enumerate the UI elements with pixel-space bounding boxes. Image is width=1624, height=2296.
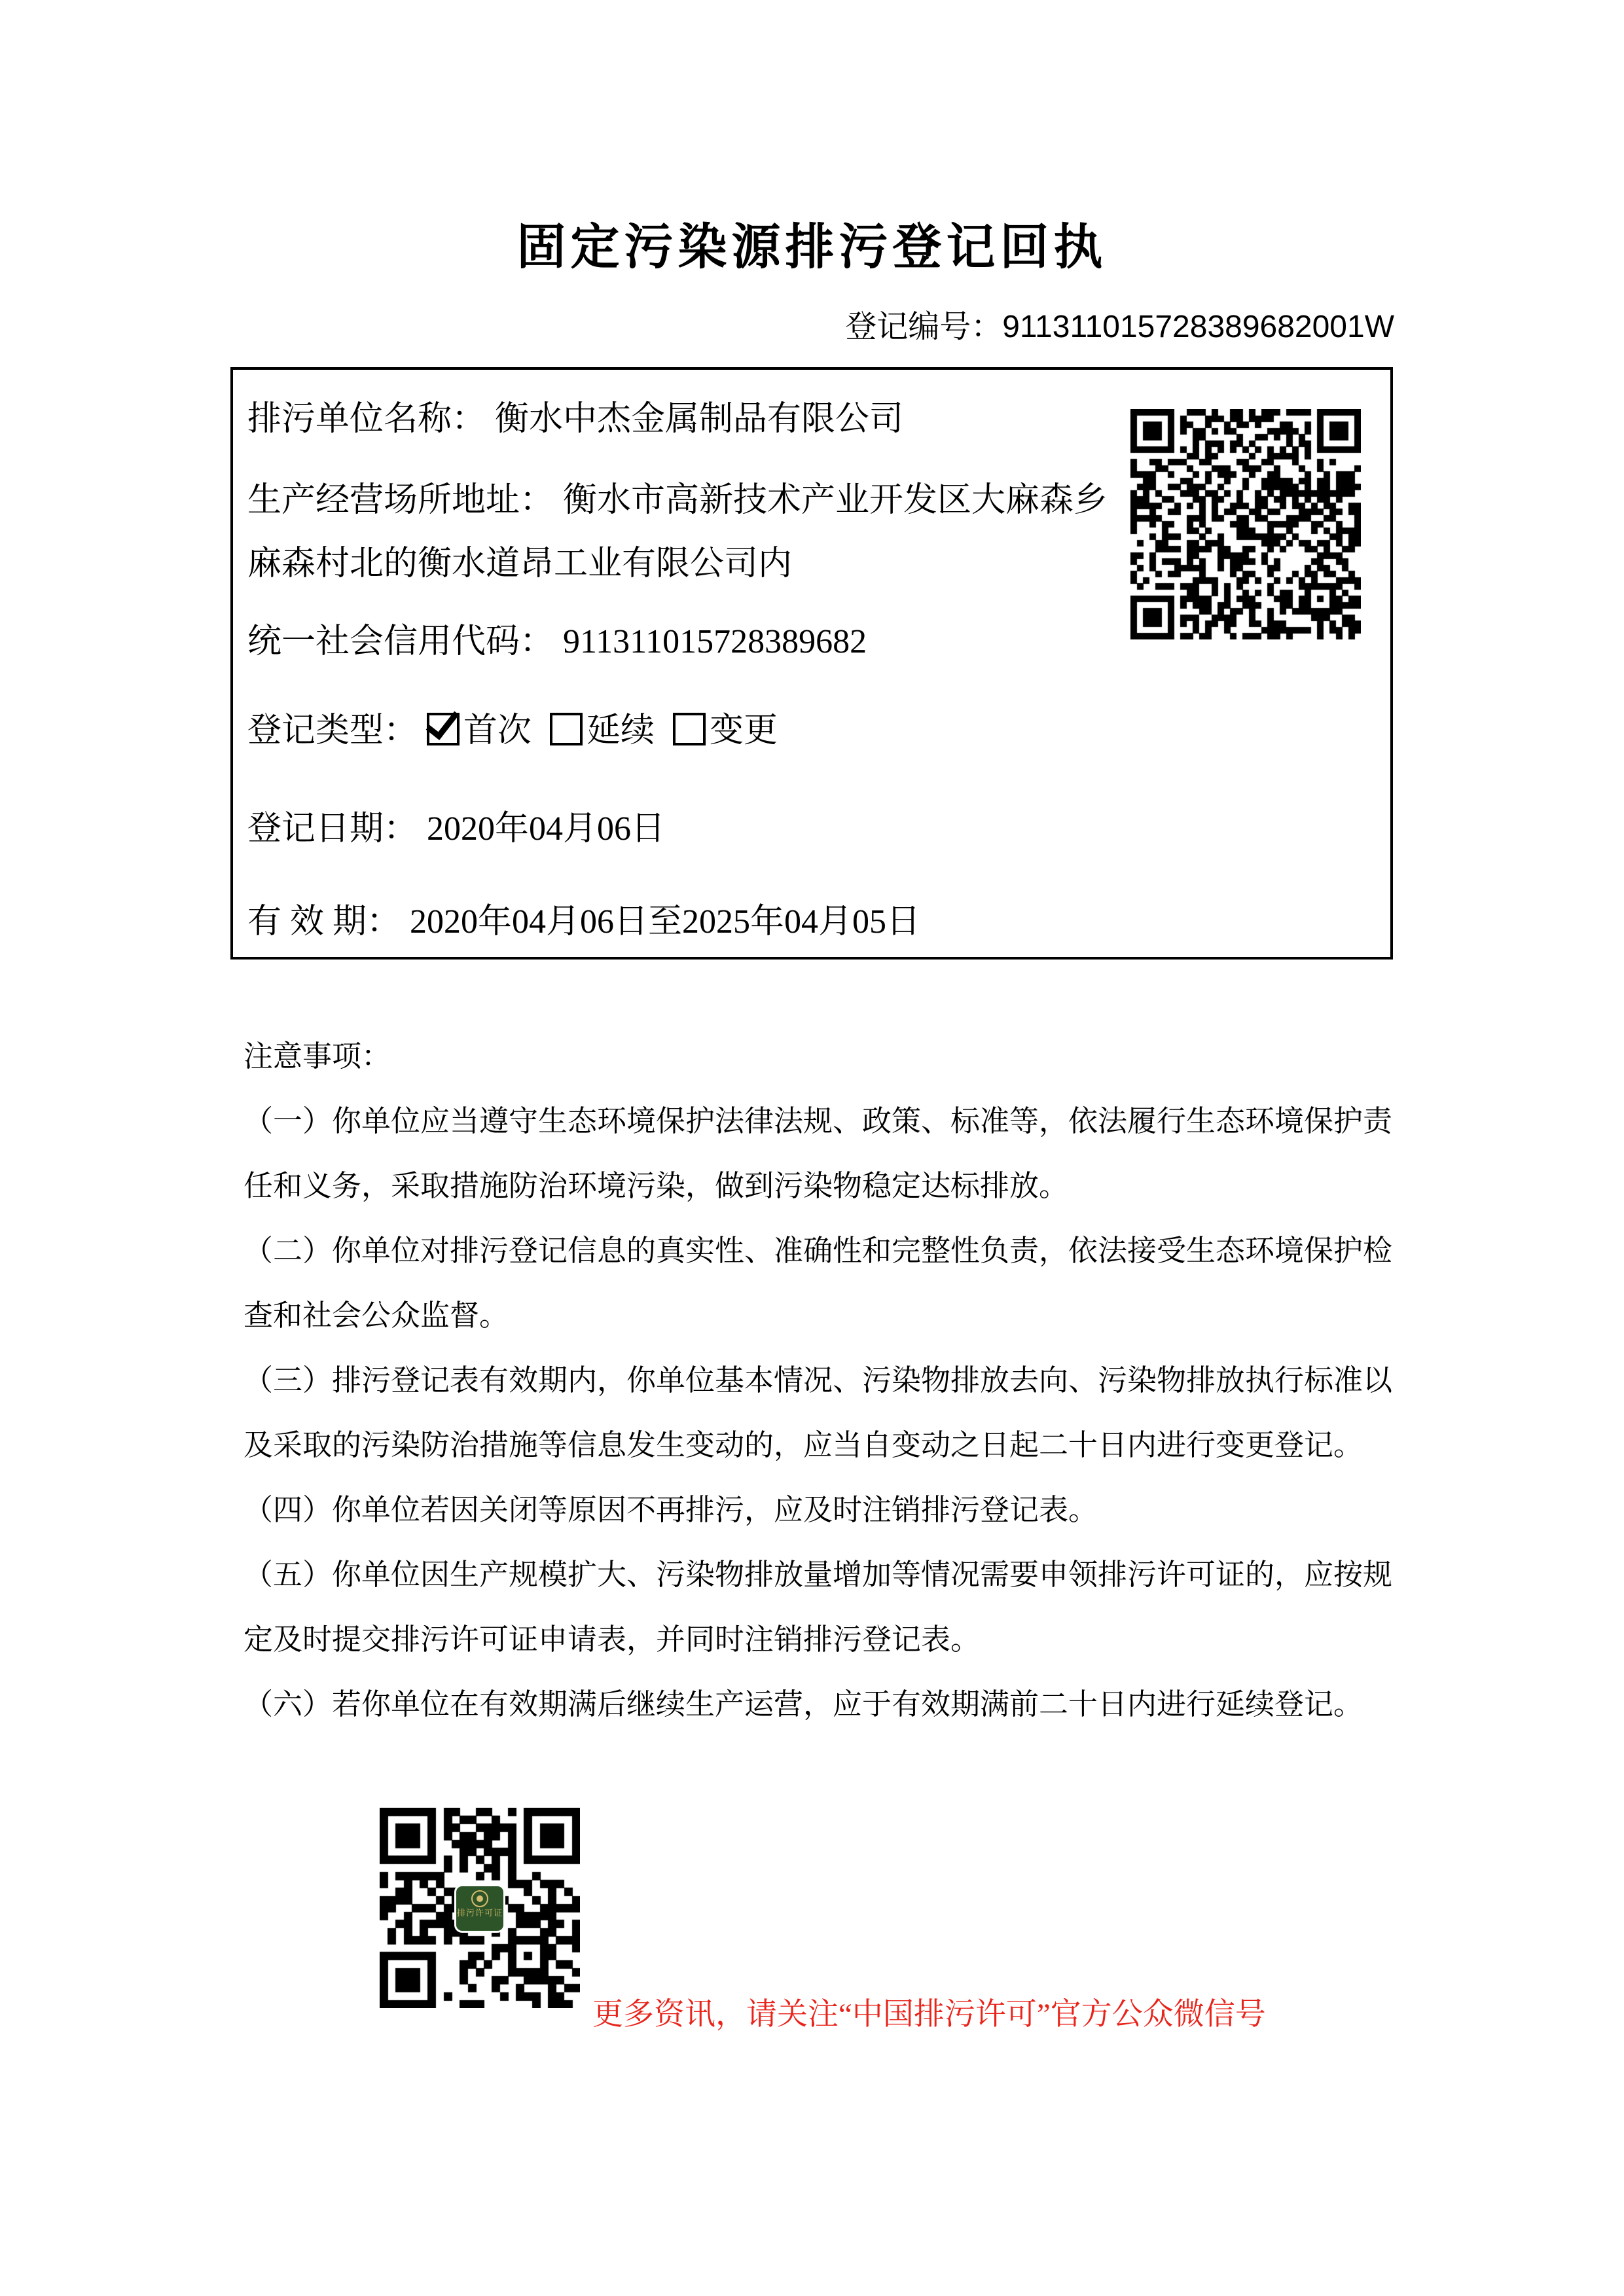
- unit-name-value: 衡水中杰金属制品有限公司: [495, 401, 904, 438]
- note-line: （三）排污登记表有效期内，你单位基本情况、污染物排放去向、污染物排放执行标准以: [244, 1364, 1393, 1397]
- note-line: （六）若你单位在有效期满后继续生产运营，应于有效期满前二十日内进行延续登记。: [244, 1688, 1363, 1721]
- address-value-line2: 麻森村北的衡水道昂工业有限公司内: [247, 545, 793, 583]
- note-line: （五）你单位因生产规模扩大、污染物排放量增加等情况需要申领排污许可证的，应按规: [244, 1558, 1393, 1591]
- registration-date-value: 2020年04月06日: [427, 810, 666, 848]
- option-renewal: [550, 712, 655, 749]
- page-title: 固定污染源排污登记回执: [516, 219, 1108, 274]
- note-line: （四）你单位若因关闭等原因不再排污，应及时注销排污登记表。: [244, 1494, 1098, 1526]
- registration-number-line: [845, 301, 1394, 346]
- valid-period-label: 有 效 期：: [247, 903, 401, 941]
- note-line: 任和义务，采取措施防治环境污染，做到污染物稳定达标排放。: [244, 1170, 1069, 1202]
- valid-period-row: [247, 901, 920, 944]
- credit-code-value: 911311015728389682: [563, 623, 867, 660]
- address-value-line1: 衡水市高新技术产业开发区大麻森乡: [563, 482, 1108, 519]
- note-line: （二）你单位对排污登记信息的真实性、准确性和完整性负责，依法接受生态环境保护检: [244, 1234, 1393, 1267]
- registration-type-row: [247, 709, 796, 753]
- registration-number-label: 登记编号：: [845, 310, 1003, 344]
- registration-date-row: [247, 808, 665, 851]
- address-row-continued: [247, 543, 792, 586]
- registration-type-options: [427, 712, 796, 749]
- note-line: 查和社会公众监督。: [244, 1299, 509, 1332]
- note-line: 及采取的污染防治措施等信息发生变动的，应当自变动之日起二十日内进行变更登记。: [244, 1429, 1363, 1462]
- checkbox-checked-icon: [427, 713, 460, 745]
- checkbox-unchecked-icon: [673, 713, 706, 745]
- check-icon: [426, 704, 460, 740]
- unit-name-label: 排污单位名称：: [247, 401, 486, 438]
- permit-logo-label: 排污许可证: [456, 1908, 503, 1918]
- registration-qr-code: [1130, 409, 1361, 639]
- option-change-label: 变更: [710, 712, 778, 749]
- note-line: 定及时提交排污许可证申请表，并同时注销排污登记表。: [244, 1623, 981, 1656]
- checkbox-unchecked-icon: [550, 713, 583, 745]
- credit-code-row: [247, 620, 867, 664]
- option-renewal-label: 延续: [586, 712, 655, 749]
- registration-date-label: 登记日期：: [247, 810, 418, 848]
- option-first-time: [427, 712, 532, 749]
- address-label: 生产经营场所地址：: [247, 482, 554, 519]
- valid-period-value: 2020年04月06日至2025年04月05日: [410, 903, 921, 941]
- credit-code-label: 统一社会信用代码：: [247, 623, 554, 660]
- option-change: [673, 712, 778, 749]
- option-first-time-label: 首次: [463, 712, 532, 749]
- wechat-note-text: 更多资讯，请关注“中国排污许可”官方公众微信号: [592, 1998, 1266, 2032]
- permit-logo: [454, 1884, 505, 1933]
- note-line: （一）你单位应当遵守生态环境保护法律法规、政策、标准等，依法履行生态环境保护责: [244, 1105, 1393, 1138]
- registration-number-value: 911311015728389682001W: [1002, 310, 1394, 344]
- registration-type-label: 登记类型：: [247, 712, 418, 749]
- unit-name-row: [247, 398, 903, 441]
- national-emblem-icon: [471, 1890, 488, 1907]
- address-row: [247, 479, 1108, 522]
- notes-section: [244, 1024, 1396, 1737]
- notes-heading: 注意事项：: [244, 1040, 391, 1073]
